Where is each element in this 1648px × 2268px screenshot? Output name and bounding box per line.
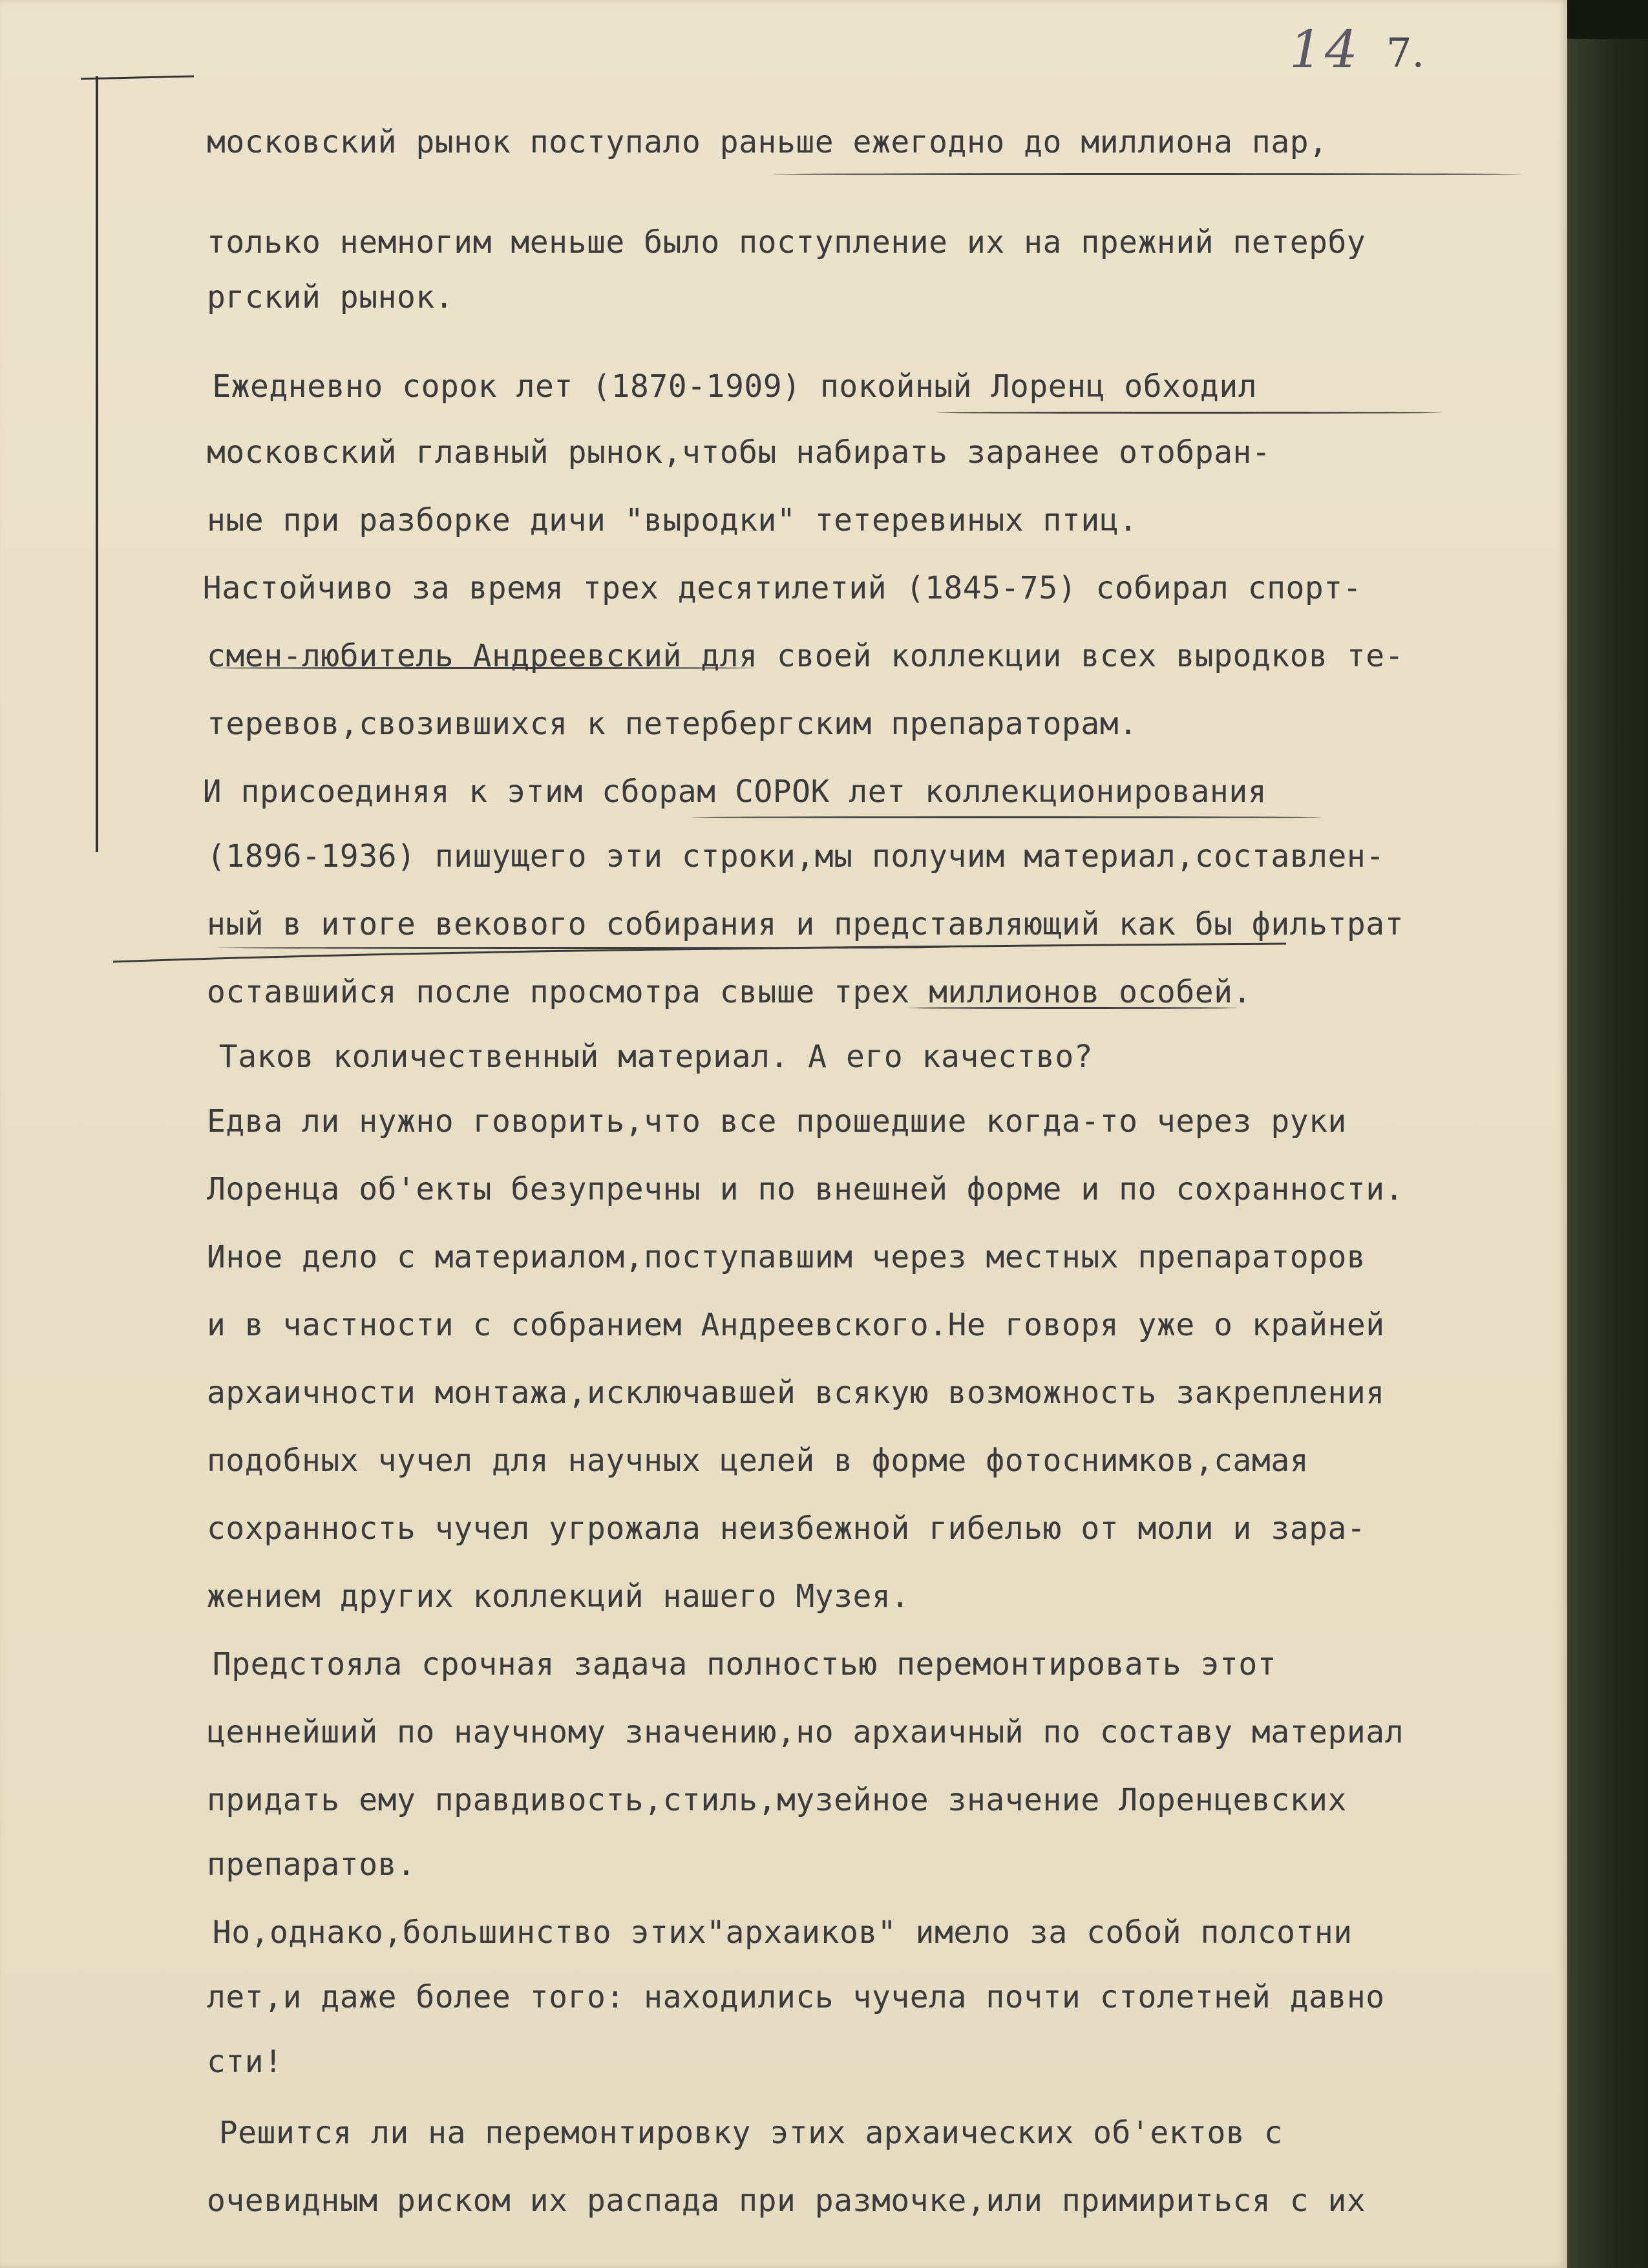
text-line: И присоединяя к этим сборам СОРОК лет коллекционирования bbox=[165, 774, 1267, 810]
handwritten-page-number: 14 bbox=[1289, 19, 1360, 79]
text-line: ценнейший по научному значению,но архаичный по составу материал bbox=[207, 1714, 1404, 1750]
text-line: (1896-1936) пишущего эти строки,мы получим материал,составлен- bbox=[207, 838, 1385, 874]
scan-background-edge bbox=[1567, 0, 1648, 2268]
text-line: Ежедневно сорок лет (1870-1909) покойный Лоренц обходил bbox=[155, 368, 1258, 405]
text-line: Иное дело с материалом,поступавшим через местных препараторов bbox=[207, 1239, 1366, 1275]
text-line: препаратов. bbox=[207, 1847, 416, 1883]
text-line: очевидным риском их распада при размочке,или примириться с их bbox=[207, 2183, 1366, 2219]
text-line: Лоренца об'екты безупречны и по внешней форме и по сохранности. bbox=[207, 1171, 1404, 1207]
text-line: только немногим меньше было поступление их на прежний петербу bbox=[207, 224, 1366, 260]
text-line: ные при разборке дичи "выродки" тетеревиных птиц. bbox=[207, 502, 1138, 538]
text-line: придать ему правдивость,стиль,музейное значение Лоренцевских bbox=[207, 1782, 1347, 1818]
text-line: Едва ли нужно говорить,что все прошедшие когда-то через руки bbox=[207, 1103, 1347, 1139]
scan-background-corner bbox=[1567, 0, 1648, 39]
typed-sheet-number: 7. bbox=[1386, 29, 1425, 76]
text-line: Но,однако,большинство этих"архаиков" имело за собой полсотни bbox=[174, 1914, 1353, 1951]
text-line: лет,и даже более того: находились чучела почти столетней давно bbox=[207, 1979, 1385, 2015]
text-line: и в частности с собранием Андреевского.Не говоря уже о крайней bbox=[207, 1307, 1385, 1343]
text-line: ргский рынок. bbox=[207, 279, 454, 315]
text-line: Настойчиво за время трех десятилетий (1845-75) собирал спорт- bbox=[165, 570, 1362, 606]
text-line: жением других коллекций нашего Музея. bbox=[207, 1578, 910, 1615]
text-line: теревов,свозившихся к петербергским препараторам. bbox=[207, 706, 1138, 742]
text-line: московский рынок поступало раньше ежегодно до миллиона пар, bbox=[207, 124, 1328, 160]
text-line: Решится ли на перемонтировку этих архаических об'ектов с bbox=[181, 2115, 1284, 2151]
text-line: ный в итоге векового собирания и представляющий как бы фильтрат bbox=[207, 906, 1404, 942]
text-line: Таков количественный материал. А его качество? bbox=[181, 1039, 1093, 1075]
text-line: сти! bbox=[207, 2044, 283, 2080]
text-line: архаичности монтажа,исключавшей всякую возможность закрепления bbox=[207, 1375, 1385, 1411]
text-line: сохранность чучел угрожала неизбежной гибелью от моли и зара- bbox=[207, 1510, 1366, 1547]
text-line: московский главный рынок,чтобы набирать заранее отобран- bbox=[207, 434, 1271, 471]
text-line: подобных чучел для научных целей в форме фотоснимков,самая bbox=[207, 1443, 1309, 1479]
text-line: Предстояла срочная задача полностью перемонтировать этот bbox=[174, 1646, 1277, 1682]
text-line: оставшийся после просмотра свыше трех миллионов особей. bbox=[207, 974, 1252, 1010]
text-line: смен-любитель Андреевский для своей коллекции всех выродков те- bbox=[207, 638, 1404, 674]
